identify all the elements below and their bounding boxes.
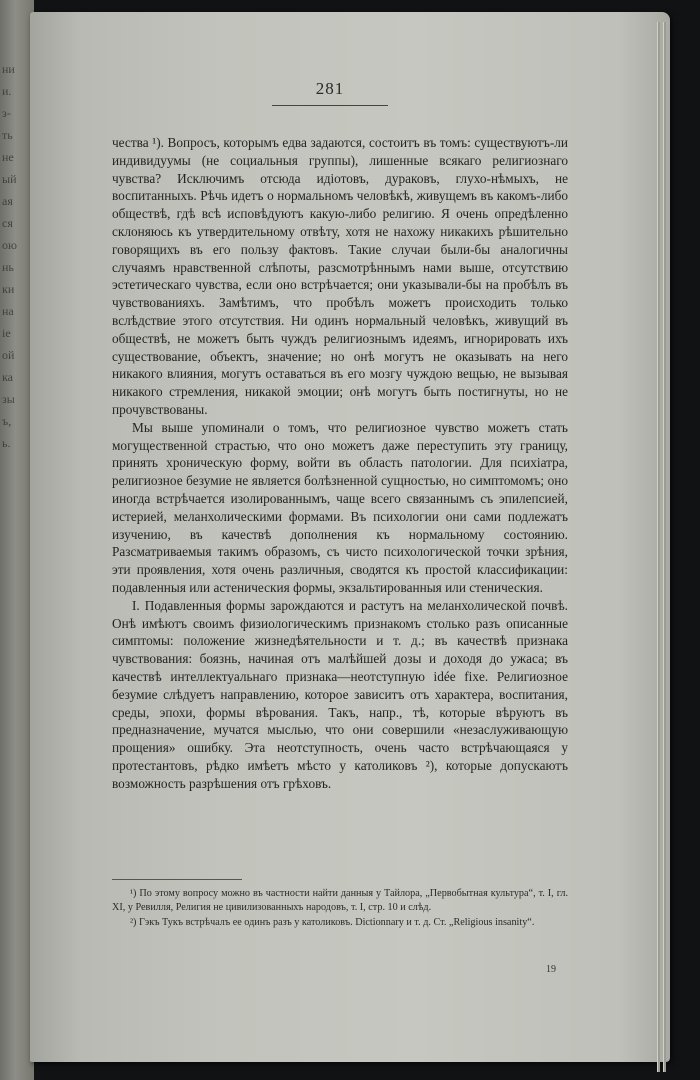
page-header bbox=[280, 79, 380, 99]
previous-page-edge bbox=[0, 0, 34, 1080]
previous-page-text-fragment: ie bbox=[2, 326, 11, 340]
previous-page-text-fragment: ой bbox=[2, 348, 15, 362]
previous-page-text-fragment: ъ, bbox=[2, 414, 12, 428]
header-rule bbox=[272, 105, 388, 106]
page-number: 281 bbox=[315, 79, 345, 98]
paragraph: чества ¹). Вопросъ, которымъ едва задаются, состоитъ въ томъ: существуютъ-ли индивидуумы (не социальныя группы), лишенные всякаго религиознаго чувства? Исключимъ отсюда идiотовъ, дураковъ, глухо-нѣмыхъ, не воспитанныхъ. Рѣчь идетъ о нормальномъ человѣкѣ, живущемъ въ какомъ-либо обществѣ, гдѣ всѣ исповѣдуютъ какую-либо религию. Я очень опредѣленно склоняюсь къ утвердительному отвѣту, хотя не нахожу никакихъ рѣшительно говорящихъ въ его пользу фактовъ. Такие случаи были-бы аналогичны случаямъ нравственной слѣпоты, разсмотрѣннымъ нами выше, отсутствию эстетическаго чувства, если оно встрѣчается; они указывали-бы на пробѣлъ въ чувствованияхъ. Замѣтимъ, что пробѣлъ можетъ происходить только вслѣдствие этого отсутствия. Ни одинъ нормальный человѣкъ, живущий въ обществѣ, не можетъ быть чуждъ религиознымъ идеямъ, игнорировать ихъ существование, объектъ, значение; но онѣ могутъ не оказывать на него никакого влияния, могутъ оставаться въ его мозгу чуждою вещью, не вызывая никакого стремления, никакой эмоции; онѣ могутъ быть постигнуты, но не прочувствованы. bbox=[112, 135, 568, 417]
previous-page-text-fragment: ая bbox=[2, 194, 13, 208]
footnote: ²) Гэкъ Тукъ встрѣчалъ ее одинъ разъ у католиковъ. Dictionnary и т. д. Ст. „Religious insanity“. bbox=[130, 916, 535, 928]
signature-mark: 19 bbox=[546, 964, 556, 975]
previous-page-text-fragment: ый bbox=[2, 172, 17, 186]
previous-page-text-fragment: и. bbox=[2, 84, 12, 98]
previous-page-text-fragment: з- bbox=[2, 106, 11, 120]
previous-page-text-fragment: ки bbox=[2, 282, 15, 296]
footnote: ¹) По этому вопросу можно въ частности найти данныя у Тайлора, „Первобытная культура“, т. I, гл. XI, у Ревилля, Религия не цивилизованныхъ народовъ, т. I, стр. 10 и слѣд. bbox=[112, 888, 568, 914]
paragraph: Мы выше упоминали о томъ, что религиозное чувство можетъ стать могущественной страстью, что оно можетъ даже переступить эту границу, принять хроническую форму, войти въ область патологии. Для психiатра, религиозное безумие не является болѣзненной сущностью, но симптомомъ; оно иногда встрѣчается изолированнымъ, чаще всего связаннымъ съ эпилепсией, истерией, меланхолическими формами. Въ психологии они сами подлежатъ изучению, въ качествѣ дополнения къ нормальному состоянию. Разсматриваемыя такимъ образомъ, съ чисто психологической точки зрѣния, эти проявления, хотя очень различныя, сводятся къ простой классификации: подавленныя или астеническия формы, экзальтированныя или стеническия. bbox=[112, 419, 568, 595]
previous-page-text-fragment: зы bbox=[2, 392, 15, 406]
previous-page-text-fragment: ни bbox=[2, 62, 15, 76]
previous-page-text-fragment: не bbox=[2, 150, 14, 164]
previous-page-text-fragment: ою bbox=[2, 238, 17, 252]
footnote-rule bbox=[112, 879, 242, 880]
footnotes bbox=[112, 887, 568, 930]
main-text bbox=[112, 134, 568, 792]
previous-page-text-fragment: ка bbox=[2, 370, 13, 384]
paragraph: I. Подавленныя формы зарождаются и растутъ на меланхолической почвѣ. Онѣ имѣютъ своимъ физиологическимъ признакомъ столько разъ описанные симптомы: положение жизнедѣятельности и т. д.; въ качествѣ признака чувствования: боязнь, начиная отъ малѣйшей дозы и доходя до ужаса; въ качествѣ интеллектуальнаго признака—неотступную idée fixe. Религиозное безумие слѣдуетъ направлению, которое зависитъ отъ характера, воспитания, среды, эпохи, формы вѣрования. Такъ, напр., тѣ, которые вѣруютъ въ предназначение, мучатся мыслью, что они совершили «незаслуживающую прощения» ошибку. Эта неотступность, очень часто встрѣчающаяся у протестантовъ, рѣдко имѣетъ мѣсто у католиковъ ²), которые допускаютъ возможность разрѣшения отъ грѣховъ. bbox=[112, 597, 568, 791]
previous-page-text-fragment: на bbox=[2, 304, 14, 318]
page-edge-decoration bbox=[650, 12, 670, 1072]
book-page bbox=[30, 12, 670, 1062]
previous-page-text-fragment: ся bbox=[2, 216, 13, 230]
previous-page-text-fragment: нь bbox=[2, 260, 14, 274]
previous-page-text-fragment: ть bbox=[2, 128, 13, 142]
previous-page-text-fragment: ь. bbox=[2, 436, 11, 450]
